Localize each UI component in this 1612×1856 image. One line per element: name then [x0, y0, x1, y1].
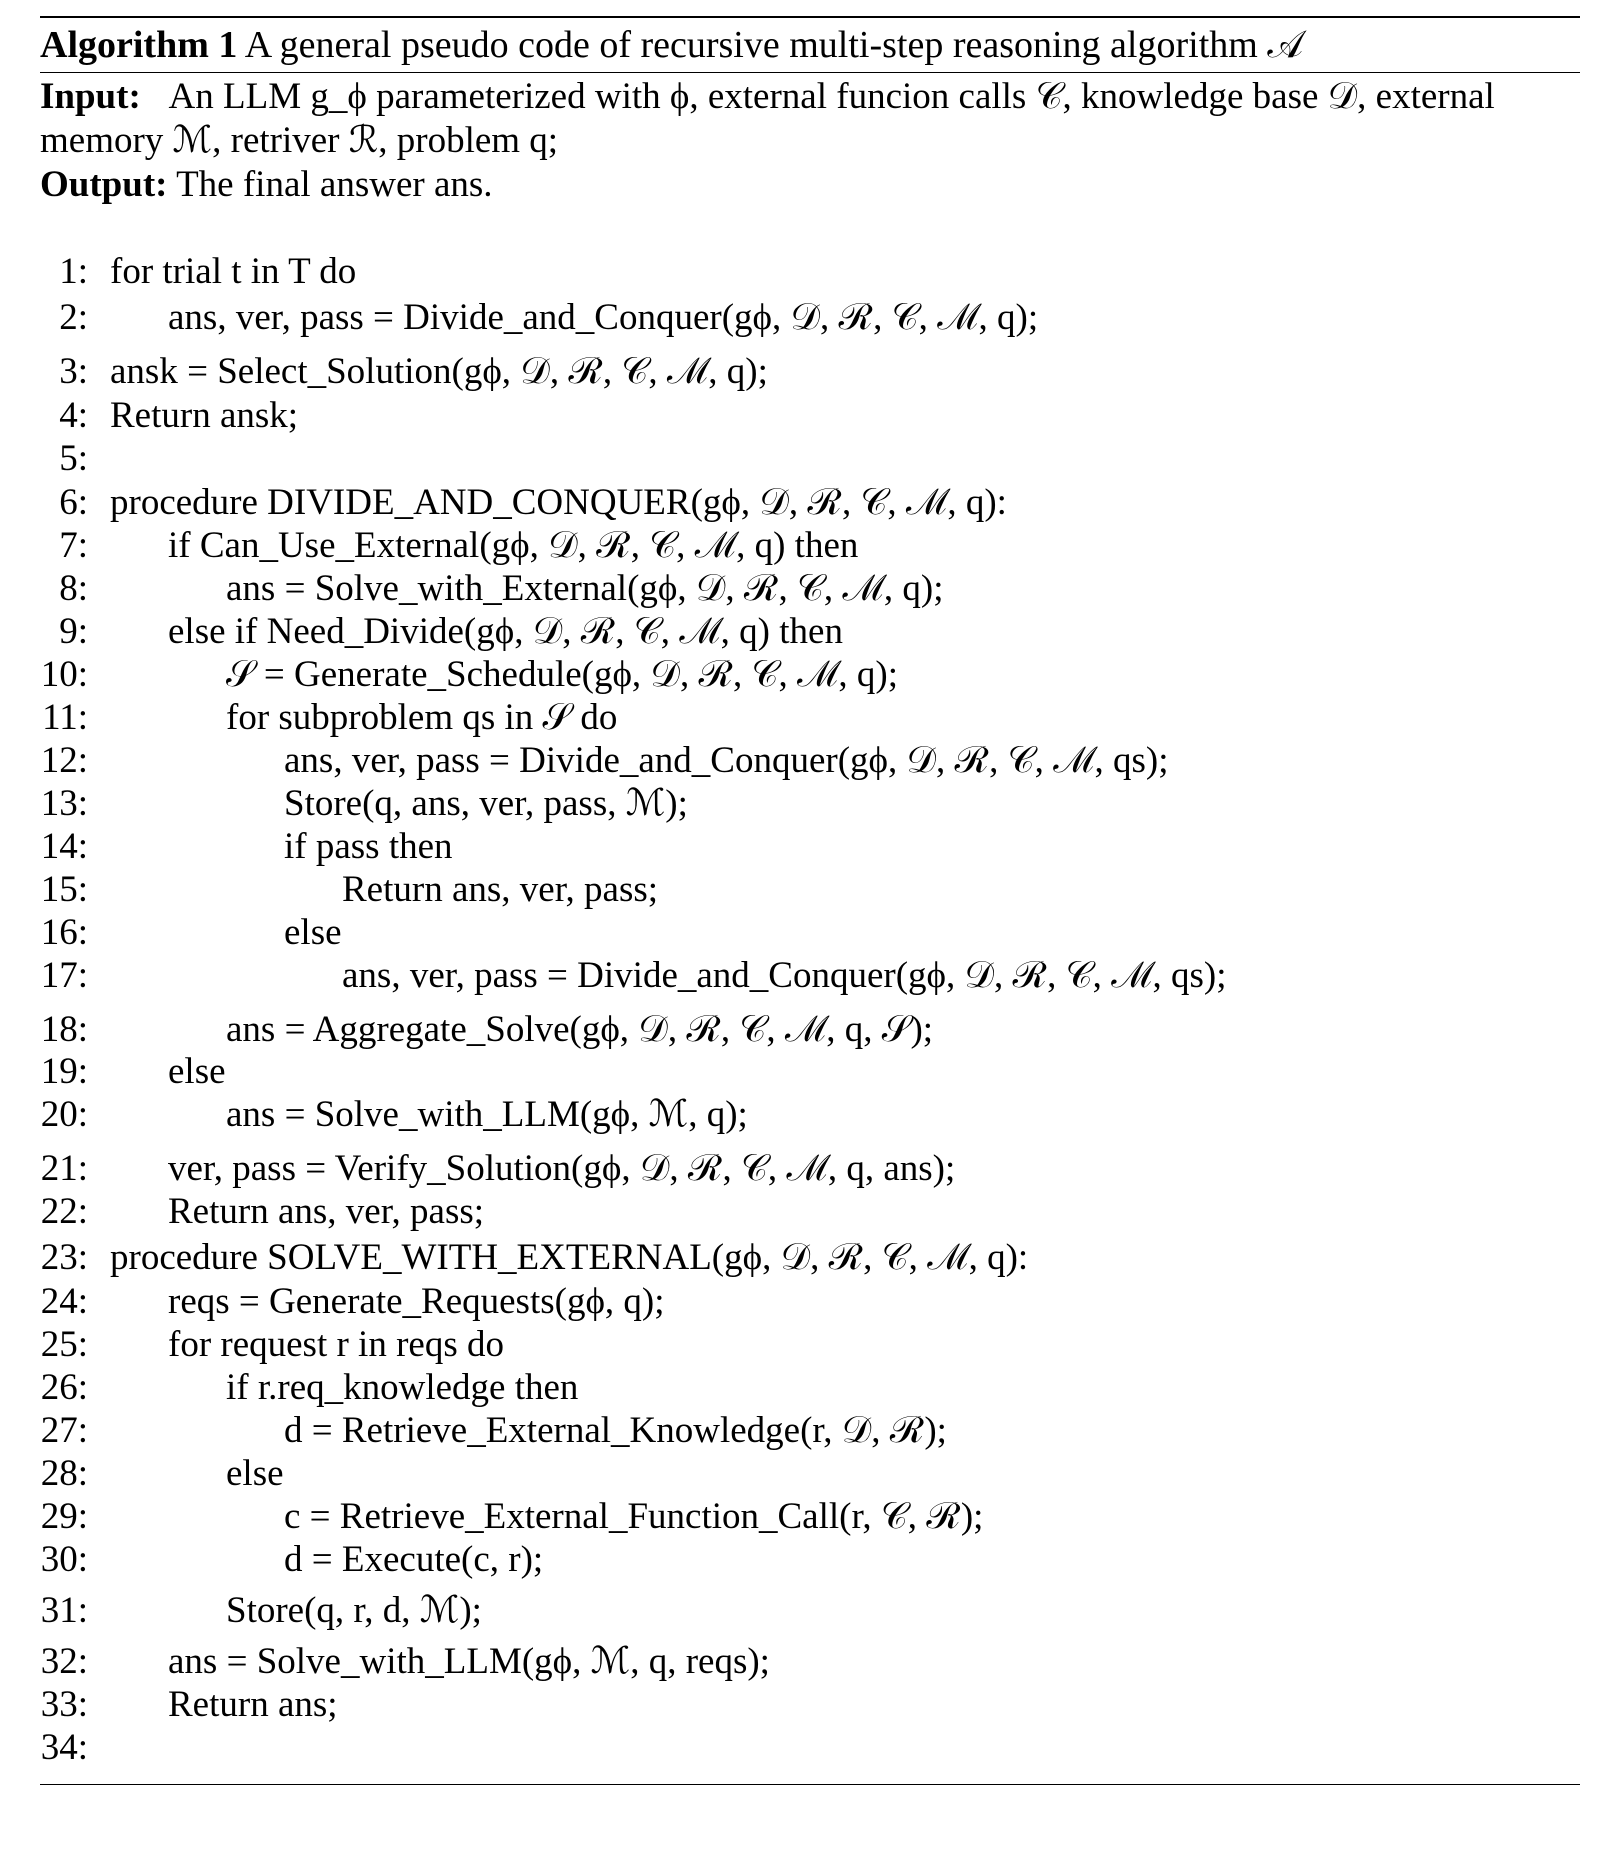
line-text: for subproblem qs in 𝒮 do [226, 697, 618, 738]
line-text: Store(q, r, d, ℳ); [226, 1590, 482, 1631]
line-text: 𝒮 = Generate_Schedule(gϕ, 𝒟, ℛ, 𝒞, ℳ, q); [226, 654, 899, 695]
algo-line [40, 1640, 770, 1684]
line-number: 11: [42, 697, 88, 738]
line-text: procedure DIVIDE_AND_CONQUER(gϕ, 𝒟, ℛ, 𝒞, ℳ, q): [110, 482, 1007, 523]
algo-line [40, 653, 898, 697]
line-number: 10: [40, 654, 88, 695]
line-number: 5: [59, 438, 88, 479]
line-text: ans, ver, pass = Divide_and_Conquer(gϕ, 𝒟, ℛ, 𝒞, ℳ, qs); [342, 955, 1227, 996]
algo-line [40, 739, 1169, 783]
algo-line [40, 1683, 338, 1727]
line-number: 13: [40, 783, 88, 824]
line-number: 30: [40, 1539, 88, 1580]
caption-text: A general pseudo code of recursive multi-step reasoning algorithm 𝒜 [244, 24, 1304, 66]
algo-line [40, 610, 843, 654]
line-number: 15: [40, 869, 88, 910]
line-number: 19: [40, 1051, 88, 1092]
algo-line [40, 1495, 983, 1539]
line-number: 20: [40, 1094, 88, 1135]
algo-line [40, 1726, 110, 1770]
input-line-1 [40, 75, 1580, 119]
bottom-rule [40, 1784, 1580, 1785]
algo-line [40, 954, 1227, 998]
line-text: ver, pass = Verify_Solution(gϕ, 𝒟, ℛ, 𝒞, ℳ, q, ans); [168, 1148, 956, 1189]
line-number: 18: [40, 1009, 88, 1050]
algorithm-block [40, 16, 1580, 207]
output-label: Output: [40, 164, 168, 205]
line-text: for trial t in T do [110, 251, 357, 292]
line-number: 28: [40, 1453, 88, 1494]
line-text: procedure SOLVE_WITH_EXTERNAL(gϕ, 𝒟, ℛ, 𝒞, ℳ, q): [110, 1237, 1029, 1278]
algo-line [40, 394, 298, 438]
algo-line [40, 696, 617, 740]
algo-line [40, 1452, 284, 1496]
line-text: d = Execute(c, r); [284, 1539, 544, 1580]
algo-line [40, 567, 943, 611]
line-number: 6: [59, 482, 88, 523]
line-text: ans, ver, pass = Divide_and_Conquer(gϕ, 𝒟, ℛ, 𝒞, ℳ, qs); [284, 740, 1169, 781]
algo-line [40, 524, 858, 568]
line-number: 24: [40, 1281, 88, 1322]
line-text: c = Retrieve_External_Function_Call(r, 𝒞, ℛ); [284, 1496, 984, 1537]
algo-line [40, 1409, 947, 1453]
algo-line [40, 1323, 504, 1367]
line-text: ans, ver, pass = Divide_and_Conquer(gϕ, 𝒟, ℛ, 𝒞, ℳ, q); [168, 297, 1039, 338]
output-line [40, 163, 1580, 207]
algo-line [40, 782, 688, 826]
line-text: else if Need_Divide(gϕ, 𝒟, ℛ, 𝒞, ℳ, q) then [168, 611, 843, 652]
line-number: 29: [40, 1496, 88, 1537]
line-text: Store(q, ans, ver, pass, ℳ); [284, 783, 688, 824]
algo-line [40, 1538, 543, 1582]
algo-line [40, 350, 768, 394]
line-number: 7: [59, 525, 88, 566]
algo-line [40, 1280, 665, 1324]
line-number: 1: [59, 251, 88, 292]
algo-line [40, 1050, 226, 1094]
algo-line [40, 296, 1038, 340]
line-number: 22: [40, 1191, 88, 1232]
line-number: 8: [59, 568, 88, 609]
line-number: 31: [40, 1590, 88, 1631]
line-number: 21: [40, 1148, 88, 1189]
line-text: Return ans, ver, pass; [168, 1191, 485, 1232]
algo-line [40, 1008, 933, 1052]
line-number: 4: [59, 395, 88, 436]
algo-line [40, 1190, 484, 1234]
line-number: 9: [59, 611, 88, 652]
line-text: Return ans; [168, 1684, 338, 1725]
line-text: if Can_Use_External(gϕ, 𝒟, ℛ, 𝒞, ℳ, q) then [168, 525, 859, 566]
algo-line [40, 911, 342, 955]
line-text: if r.req_knowledge then [226, 1367, 579, 1408]
line-number: 34: [40, 1727, 88, 1768]
line-number: 25: [40, 1324, 88, 1365]
line-text: ans = Solve_with_External(gϕ, 𝒟, ℛ, 𝒞, ℳ, q); [226, 568, 944, 609]
algo-line [40, 1589, 482, 1633]
line-number: 26: [40, 1367, 88, 1408]
io-section [40, 73, 1580, 207]
algo-line [40, 1093, 748, 1137]
output-text: The final answer ans. [176, 164, 493, 205]
line-number: 17: [40, 955, 88, 996]
line-text: else [284, 912, 342, 953]
line-number: 12: [40, 740, 88, 781]
algo-line [40, 250, 356, 294]
line-text: else [168, 1051, 226, 1092]
line-number: 3: [59, 351, 88, 392]
line-text: for request r in reqs do [168, 1324, 504, 1365]
line-number: 14: [40, 826, 88, 867]
line-text: ansk = Select_Solution(gϕ, 𝒟, ℛ, 𝒞, ℳ, q); [110, 351, 768, 392]
line-number: 32: [40, 1641, 88, 1682]
algo-line [40, 868, 658, 912]
line-text: ans = Solve_with_LLM(gϕ, ℳ, q, reqs); [168, 1641, 770, 1682]
algorithm-caption [40, 18, 1580, 72]
line-number: 23: [40, 1237, 88, 1278]
algo-line [40, 1147, 955, 1191]
algo-line [40, 825, 453, 869]
line-text: ans = Solve_with_LLM(gϕ, ℳ, q); [226, 1094, 748, 1135]
algo-line [40, 1366, 578, 1410]
line-number: 16: [40, 912, 88, 953]
input-text-1: An LLM g_ϕ parameterized with ϕ, external funcion calls 𝒞, knowledge base 𝒟, external [168, 76, 1495, 117]
algo-line [40, 481, 1007, 525]
line-text: Return ansk; [110, 395, 299, 436]
line-number: 27: [40, 1410, 88, 1451]
line-text: d = Retrieve_External_Knowledge(r, 𝒟, ℛ); [284, 1410, 947, 1451]
input-label: Input: [40, 76, 141, 117]
input-text-2: memory ℳ, retriver ℛ, problem q; [40, 120, 559, 161]
caption-label: Algorithm 1 [40, 24, 238, 66]
line-text: reqs = Generate_Requests(gϕ, q); [168, 1281, 665, 1322]
line-text: ans = Aggregate_Solve(gϕ, 𝒟, ℛ, 𝒞, ℳ, q, 𝒮); [226, 1009, 934, 1050]
line-text: Return ans, ver, pass; [342, 869, 659, 910]
input-line-2 [40, 119, 1580, 163]
line-text: if pass then [284, 826, 453, 867]
algo-line [40, 1236, 1028, 1280]
algo-line [40, 437, 110, 481]
line-text: else [226, 1453, 284, 1494]
line-number: 2: [59, 297, 88, 338]
line-number: 33: [40, 1684, 88, 1725]
